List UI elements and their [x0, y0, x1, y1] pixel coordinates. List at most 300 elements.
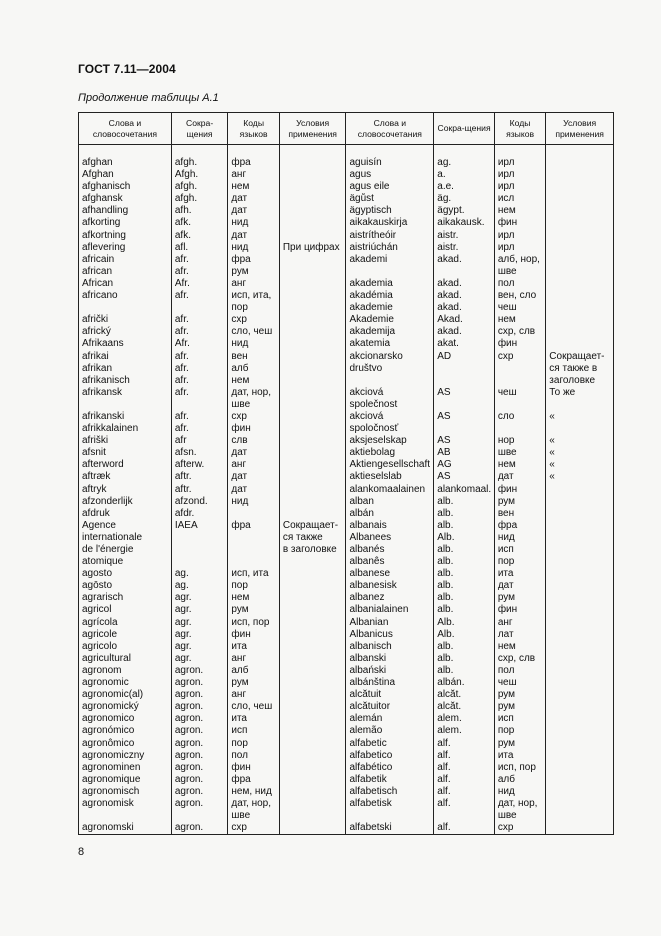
lang-cell: нем	[228, 375, 279, 387]
lang-cell: фин	[228, 762, 279, 774]
abbr-cell: afk.	[171, 230, 228, 242]
abbr-cell: afr.	[171, 363, 228, 375]
lang-cell: пол	[228, 750, 279, 762]
word-cell: albanez	[346, 592, 434, 604]
abbr-cell: AD	[434, 351, 495, 363]
word-cell	[346, 810, 434, 822]
table-body	[79, 145, 614, 835]
note-cell	[546, 701, 614, 713]
table-row	[79, 411, 614, 423]
abbr-cell: alem.	[434, 713, 495, 725]
table-row	[79, 375, 614, 387]
abbr-cell: albán.	[434, 677, 495, 689]
note-cell	[546, 181, 614, 193]
table-row	[79, 750, 614, 762]
word-cell: albán	[346, 508, 434, 520]
note-cell: «	[546, 459, 614, 471]
abbr-cell: agron.	[171, 774, 228, 786]
table-row	[79, 544, 614, 556]
note-cell: заголовке	[546, 375, 614, 387]
word-cell: agronomique	[79, 774, 172, 786]
note-cell	[279, 750, 346, 762]
note-cell: «	[546, 435, 614, 447]
note-cell	[546, 314, 614, 326]
word-cell: ägůst	[346, 193, 434, 205]
lang-cell: ита	[228, 713, 279, 725]
table-row	[79, 230, 614, 242]
abbr-cell: alcăt.	[434, 689, 495, 701]
word-cell: aftræk	[79, 471, 172, 483]
lang-cell: дат	[494, 580, 545, 592]
abbr-cell: afr.	[171, 326, 228, 338]
word-cell: ägyptisch	[346, 205, 434, 217]
abbr-cell: afr.	[171, 266, 228, 278]
abbr-cell: alb.	[434, 568, 495, 580]
word-cell: alfabético	[346, 762, 434, 774]
note-cell	[546, 629, 614, 641]
lang-cell: пол	[494, 278, 545, 290]
abbr-cell: akad.	[434, 326, 495, 338]
lang-cell: дат	[494, 471, 545, 483]
lang-cell	[228, 508, 279, 520]
abbr-cell: afr.	[171, 423, 228, 435]
word-cell: afghanisch	[79, 181, 172, 193]
note-cell: «	[546, 471, 614, 483]
note-cell	[546, 617, 614, 629]
lang-cell: сло, чеш	[228, 326, 279, 338]
abbr-cell: ag.	[171, 580, 228, 592]
word-cell: agronomiczny	[79, 750, 172, 762]
column-header: Коды языков	[228, 113, 279, 145]
note-cell	[546, 762, 614, 774]
note-cell	[546, 532, 614, 544]
abbr-cell: aistr.	[434, 230, 495, 242]
lang-cell: дат	[228, 484, 279, 496]
lang-cell: ирл	[494, 169, 545, 181]
lang-cell: дат, нор,	[494, 798, 545, 810]
abbr-cell: aistr.	[434, 242, 495, 254]
word-cell: agricolo	[79, 641, 172, 653]
word-cell: agus	[346, 169, 434, 181]
table-row	[79, 677, 614, 689]
note-cell	[546, 556, 614, 568]
abbr-cell: afgh.	[171, 193, 228, 205]
lang-cell: ита	[494, 568, 545, 580]
abbr-cell: agr.	[171, 604, 228, 616]
table-row	[79, 762, 614, 774]
abbr-cell	[434, 266, 495, 278]
column-header: Условия применения	[279, 113, 346, 145]
note-cell	[279, 205, 346, 217]
note-cell	[546, 665, 614, 677]
table-row	[79, 266, 614, 278]
word-cell: alfabetisch	[346, 786, 434, 798]
document-title: ГОСТ 7.11—2004	[78, 62, 176, 76]
note-cell	[546, 677, 614, 689]
word-cell: afrikkalainen	[79, 423, 172, 435]
note-cell	[279, 496, 346, 508]
note-cell	[546, 193, 614, 205]
lang-cell	[228, 532, 279, 544]
abbr-cell: alf.	[434, 738, 495, 750]
abbr-cell: ägypt.	[434, 205, 495, 217]
lang-cell: слв	[228, 435, 279, 447]
lang-cell: схр	[494, 351, 545, 363]
abbr-cell: agron.	[171, 762, 228, 774]
note-cell	[279, 326, 346, 338]
abbr-cell: Alb.	[434, 617, 495, 629]
lang-cell: рум	[228, 266, 279, 278]
abbr-cell: alb.	[434, 496, 495, 508]
abbr-cell: AS	[434, 387, 495, 399]
table-row	[79, 290, 614, 302]
abbr-cell: afgh.	[171, 181, 228, 193]
abbr-cell: afr.	[171, 375, 228, 387]
abbr-cell: agron.	[171, 677, 228, 689]
note-cell	[279, 351, 346, 363]
note-cell	[279, 217, 346, 229]
word-cell: spoločnosť	[346, 423, 434, 435]
lang-cell	[494, 399, 545, 411]
lang-cell: ита	[494, 750, 545, 762]
abbr-cell: a.	[434, 169, 495, 181]
note-cell	[279, 762, 346, 774]
note-cell	[279, 653, 346, 665]
abbr-cell	[434, 363, 495, 375]
lang-cell: нид	[228, 496, 279, 508]
word-cell: agronomski	[79, 822, 172, 835]
table-row	[79, 193, 614, 205]
abbr-cell: alb.	[434, 520, 495, 532]
table-row	[79, 568, 614, 580]
abbr-cell: aftr.	[171, 471, 228, 483]
note-cell	[279, 822, 346, 835]
abbr-cell: afh.	[171, 205, 228, 217]
lang-cell: алб	[228, 363, 279, 375]
abbreviations-table	[78, 112, 614, 835]
lang-cell: алб	[228, 665, 279, 677]
word-cell: Afghan	[79, 169, 172, 181]
table-row	[79, 217, 614, 229]
abbr-cell: afl.	[171, 242, 228, 254]
lang-cell: исп, ита,	[228, 290, 279, 302]
abbr-cell	[171, 544, 228, 556]
lang-cell: фра	[228, 145, 279, 170]
abbr-cell: agron.	[171, 725, 228, 737]
word-cell: africain	[79, 254, 172, 266]
note-cell	[546, 653, 614, 665]
lang-cell	[228, 544, 279, 556]
note-cell	[279, 556, 346, 568]
word-cell: Albanicus	[346, 629, 434, 641]
note-cell	[279, 266, 346, 278]
lang-cell: нем	[228, 181, 279, 193]
table-row	[79, 302, 614, 314]
note-cell: Сокращает-	[279, 520, 346, 532]
note-cell	[279, 314, 346, 326]
abbr-cell: afk.	[171, 217, 228, 229]
word-cell: alfabetic	[346, 738, 434, 750]
lang-cell: пор	[228, 738, 279, 750]
note-cell	[279, 399, 346, 411]
abbr-cell	[434, 399, 495, 411]
column-header: Условия применения	[546, 113, 614, 145]
note-cell	[279, 254, 346, 266]
lang-cell: ирл	[494, 242, 545, 254]
abbr-cell: alf.	[434, 774, 495, 786]
abbr-cell: agron.	[171, 798, 228, 810]
note-cell: «	[546, 411, 614, 423]
table-row	[79, 725, 614, 737]
note-cell	[546, 338, 614, 350]
word-cell: albanski	[346, 653, 434, 665]
word-cell: Agence	[79, 520, 172, 532]
lang-cell: исп	[494, 544, 545, 556]
abbr-cell: alankomaal.	[434, 484, 495, 496]
word-cell: africký	[79, 326, 172, 338]
lang-cell: фра	[494, 520, 545, 532]
word-cell: Aktiengesellschaft	[346, 459, 434, 471]
abbr-cell: alf.	[434, 786, 495, 798]
note-cell	[279, 629, 346, 641]
abbr-cell: Afgh.	[171, 169, 228, 181]
note-cell	[279, 798, 346, 810]
abbr-cell: afr.	[171, 254, 228, 266]
table-row	[79, 508, 614, 520]
lang-cell: нем	[228, 592, 279, 604]
word-cell	[346, 375, 434, 387]
note-cell	[279, 193, 346, 205]
abbr-cell: afr.	[171, 387, 228, 399]
note-cell	[546, 604, 614, 616]
lang-cell: схр	[228, 314, 279, 326]
lang-cell: ирл	[494, 145, 545, 170]
abbr-cell: alb.	[434, 653, 495, 665]
word-cell: aflevering	[79, 242, 172, 254]
lang-cell: фра	[228, 520, 279, 532]
table-row	[79, 641, 614, 653]
lang-cell: нем	[494, 205, 545, 217]
note-cell	[279, 181, 346, 193]
abbr-cell: äg.	[434, 193, 495, 205]
word-cell: afghansk	[79, 193, 172, 205]
word-cell: afrikan	[79, 363, 172, 375]
lang-cell: сло, чеш	[228, 701, 279, 713]
abbr-cell: afr.	[171, 411, 228, 423]
abbr-cell: agr.	[171, 653, 228, 665]
table-row	[79, 774, 614, 786]
table-row	[79, 387, 614, 399]
note-cell	[279, 423, 346, 435]
abbr-cell: alb.	[434, 641, 495, 653]
note-cell: При цифрах	[279, 242, 346, 254]
table-row	[79, 532, 614, 544]
lang-cell: рум	[494, 592, 545, 604]
word-cell: agrícola	[79, 617, 172, 629]
table-row	[79, 314, 614, 326]
table-row	[79, 484, 614, 496]
table-row	[79, 604, 614, 616]
abbr-cell: AS	[434, 471, 495, 483]
lang-cell: нид	[228, 338, 279, 350]
abbr-cell: agron.	[171, 738, 228, 750]
lang-cell: анг	[228, 459, 279, 471]
word-cell: atomique	[79, 556, 172, 568]
word-cell: albański	[346, 665, 434, 677]
table-row	[79, 665, 614, 677]
word-cell: afdruk	[79, 508, 172, 520]
note-cell	[546, 568, 614, 580]
word-cell: akciová	[346, 411, 434, 423]
abbr-cell: AG	[434, 459, 495, 471]
note-cell	[279, 738, 346, 750]
lang-cell: фин	[228, 423, 279, 435]
note-cell: «	[546, 447, 614, 459]
abbr-cell: agr.	[171, 617, 228, 629]
word-cell: aistriúchán	[346, 242, 434, 254]
word-cell: alcătuitor	[346, 701, 434, 713]
note-cell	[546, 266, 614, 278]
word-cell: aikakauskirja	[346, 217, 434, 229]
word-cell: alfabetisk	[346, 798, 434, 810]
note-cell	[279, 568, 346, 580]
word-cell: afrički	[79, 314, 172, 326]
word-cell: agronomico	[79, 713, 172, 725]
word-cell: društvo	[346, 363, 434, 375]
word-cell: agus eile	[346, 181, 434, 193]
note-cell	[546, 302, 614, 314]
abbr-cell: agron.	[171, 822, 228, 835]
note-cell	[279, 278, 346, 290]
note-cell	[546, 689, 614, 701]
lang-cell: исл	[494, 193, 545, 205]
table-row	[79, 242, 614, 254]
abbr-cell: alcăt.	[434, 701, 495, 713]
note-cell	[279, 592, 346, 604]
abbr-cell: alb.	[434, 604, 495, 616]
lang-cell: дат	[228, 205, 279, 217]
word-cell: afghan	[79, 145, 172, 170]
table-row	[79, 278, 614, 290]
note-cell	[279, 435, 346, 447]
word-cell: albanisch	[346, 641, 434, 653]
lang-cell: шве	[228, 810, 279, 822]
word-cell: agricol	[79, 604, 172, 616]
note-cell	[279, 580, 346, 592]
abbr-cell: afr	[171, 435, 228, 447]
table-row	[79, 423, 614, 435]
note-cell	[279, 230, 346, 242]
abbr-cell: AS	[434, 411, 495, 423]
word-cell: albanesisk	[346, 580, 434, 592]
abbr-cell: agr.	[171, 641, 228, 653]
note-cell	[546, 738, 614, 750]
lang-cell: дат	[228, 447, 279, 459]
page-number: 8	[78, 846, 85, 858]
table-row	[79, 326, 614, 338]
lang-cell: фин	[494, 484, 545, 496]
lang-cell: вен	[494, 508, 545, 520]
abbr-cell: Afr.	[171, 278, 228, 290]
note-cell	[279, 725, 346, 737]
abbr-cell: akad.	[434, 278, 495, 290]
lang-cell: рум	[494, 701, 545, 713]
table-row	[79, 653, 614, 665]
note-cell	[546, 774, 614, 786]
word-cell	[79, 810, 172, 822]
abbr-cell: agron.	[171, 689, 228, 701]
note-cell	[279, 484, 346, 496]
lang-cell: схр, слв	[494, 326, 545, 338]
lang-cell	[494, 363, 545, 375]
abbr-cell: alb.	[434, 508, 495, 520]
word-cell: afterword	[79, 459, 172, 471]
abbr-cell	[171, 532, 228, 544]
word-cell: Akademie	[346, 314, 434, 326]
table-row	[79, 822, 614, 835]
lang-cell: анг	[228, 653, 279, 665]
abbr-cell: afr.	[171, 351, 228, 363]
table-row	[79, 338, 614, 350]
word-cell: agronómico	[79, 725, 172, 737]
lang-cell: дат, нор,	[228, 798, 279, 810]
abbr-cell	[171, 556, 228, 568]
word-cell: Albanian	[346, 617, 434, 629]
lang-cell: анг	[494, 617, 545, 629]
lang-cell: пор	[494, 725, 545, 737]
note-cell	[546, 217, 614, 229]
word-cell: akademie	[346, 302, 434, 314]
note-cell	[279, 447, 346, 459]
abbr-cell: alem.	[434, 725, 495, 737]
table-row	[79, 556, 614, 568]
abbr-cell: AB	[434, 447, 495, 459]
note-cell	[279, 169, 346, 181]
note-cell	[546, 786, 614, 798]
abbr-cell: alb.	[434, 592, 495, 604]
word-cell: agronomic(al)	[79, 689, 172, 701]
table-row	[79, 798, 614, 810]
word-cell: afsnit	[79, 447, 172, 459]
lang-cell: фин	[494, 604, 545, 616]
abbr-cell: Alb.	[434, 532, 495, 544]
note-cell	[546, 399, 614, 411]
lang-cell: анг	[228, 169, 279, 181]
table-header-row	[79, 113, 614, 145]
lang-cell	[494, 423, 545, 435]
word-cell: aistrítheóir	[346, 230, 434, 242]
abbr-cell: agron.	[171, 750, 228, 762]
note-cell	[546, 520, 614, 532]
abbr-cell: afsn.	[171, 447, 228, 459]
lang-cell: чеш	[494, 677, 545, 689]
table-caption: Продолжение таблицы А.1	[78, 92, 219, 104]
lang-cell: вен, сло	[494, 290, 545, 302]
lang-cell: исп, пор	[494, 762, 545, 774]
lang-cell: схр	[228, 411, 279, 423]
word-cell: akademi	[346, 254, 434, 266]
lang-cell: шве	[494, 266, 545, 278]
lang-cell: анг	[228, 689, 279, 701]
word-cell	[79, 399, 172, 411]
word-cell: afkortning	[79, 230, 172, 242]
word-cell: African	[79, 278, 172, 290]
abbr-cell: agron.	[171, 786, 228, 798]
lang-cell: фра	[228, 774, 279, 786]
abbr-cell: akad.	[434, 254, 495, 266]
abbr-cell: alf.	[434, 798, 495, 810]
lang-cell: нем	[494, 641, 545, 653]
